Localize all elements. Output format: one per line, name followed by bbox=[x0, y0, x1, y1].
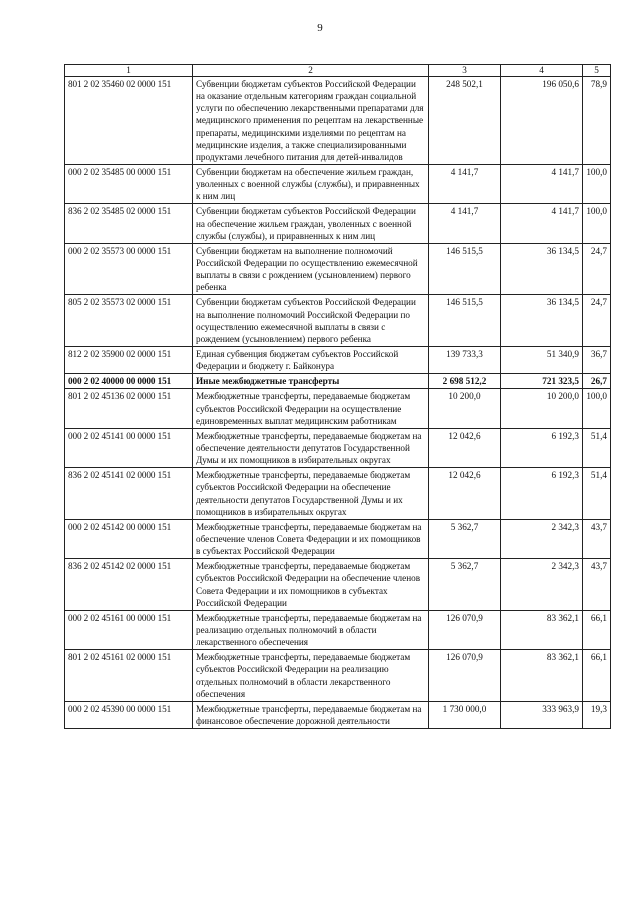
table-row bbox=[65, 374, 611, 389]
percent-cell: 24,7 bbox=[583, 295, 611, 347]
name-cell: Единая субвенция бюджетам субъектов Российской Федерации и бюджету г. Байконура bbox=[193, 346, 429, 373]
fact-value-cell: 83 362,1 bbox=[501, 610, 583, 649]
fact-value-cell: 6 192,3 bbox=[501, 428, 583, 467]
fact-value-cell: 196 050,6 bbox=[501, 77, 583, 165]
table-row bbox=[65, 346, 611, 373]
name-cell: Межбюджетные трансферты, передаваемые бюджетам на финансовое обеспечение дорожной деятельности bbox=[193, 701, 429, 728]
page-number: 9 bbox=[317, 22, 323, 34]
name-cell: Субвенции бюджетам субъектов Российской Федерации на оказание отдельным категориям граждан социальной услуги по обеспечению лекарственными препаратами для медицинского применения по рецептам на лекарственные препараты, медицинскими изделиями по рецептам на медицинские изделия, а также специализированными продуктами лечебного питания для детей-инвалидов bbox=[193, 77, 429, 165]
table-row bbox=[65, 389, 611, 428]
table-row bbox=[65, 165, 611, 204]
percent-cell: 43,7 bbox=[583, 559, 611, 611]
name-cell: Иные межбюджетные трансферты bbox=[193, 374, 429, 389]
table-row bbox=[65, 559, 611, 611]
fact-value-cell: 10 200,0 bbox=[501, 389, 583, 428]
header-col-4: 4 bbox=[501, 65, 583, 77]
plan-value-cell: 2 698 512,2 bbox=[429, 374, 501, 389]
fact-value-cell: 51 340,9 bbox=[501, 346, 583, 373]
code-cell: 836 2 02 45141 02 0000 151 bbox=[65, 468, 193, 520]
header-col-1: 1 bbox=[65, 65, 193, 77]
name-cell: Межбюджетные трансферты, передаваемые бюджетам субъектов Российской Федерации на осуществление единовременных выплат медицинским работникам bbox=[193, 389, 429, 428]
table-row bbox=[65, 243, 611, 295]
code-cell: 000 2 02 35485 00 0000 151 bbox=[65, 165, 193, 204]
table-row bbox=[65, 701, 611, 728]
code-cell: 000 2 02 35573 00 0000 151 bbox=[65, 243, 193, 295]
percent-cell: 66,1 bbox=[583, 650, 611, 702]
table-row bbox=[65, 428, 611, 467]
percent-cell: 24,7 bbox=[583, 243, 611, 295]
header-col-3: 3 bbox=[429, 65, 501, 77]
plan-value-cell: 248 502,1 bbox=[429, 77, 501, 165]
fact-value-cell: 4 141,7 bbox=[501, 165, 583, 204]
plan-value-cell: 4 141,7 bbox=[429, 165, 501, 204]
table-row bbox=[65, 519, 611, 558]
percent-cell: 51,4 bbox=[583, 428, 611, 467]
table-row bbox=[65, 77, 611, 165]
name-cell: Межбюджетные трансферты, передаваемые бюджетам субъектов Российской Федерации на обеспечение деятельности депутатов Государственной Думы и их помощников в избирательных округах bbox=[193, 468, 429, 520]
percent-cell: 19,3 bbox=[583, 701, 611, 728]
fact-value-cell: 4 141,7 bbox=[501, 204, 583, 243]
plan-value-cell: 139 733,3 bbox=[429, 346, 501, 373]
percent-cell: 78,9 bbox=[583, 77, 611, 165]
percent-cell: 51,4 bbox=[583, 468, 611, 520]
percent-cell: 66,1 bbox=[583, 610, 611, 649]
plan-value-cell: 5 362,7 bbox=[429, 559, 501, 611]
fact-value-cell: 83 362,1 bbox=[501, 650, 583, 702]
table-body bbox=[65, 77, 611, 729]
table-row bbox=[65, 610, 611, 649]
header-col-5: 5 bbox=[583, 65, 611, 77]
percent-cell: 100,0 bbox=[583, 204, 611, 243]
name-cell: Субвенции бюджетам субъектов Российской Федерации на обеспечение жильем граждан, уволенных с военной службы (службы), и приравненных к ним лиц bbox=[193, 204, 429, 243]
plan-value-cell: 12 042,6 bbox=[429, 428, 501, 467]
code-cell: 836 2 02 45142 02 0000 151 bbox=[65, 559, 193, 611]
budget-table bbox=[64, 64, 611, 729]
fact-value-cell: 721 323,5 bbox=[501, 374, 583, 389]
code-cell: 000 2 02 45141 00 0000 151 bbox=[65, 428, 193, 467]
fact-value-cell: 333 963,9 bbox=[501, 701, 583, 728]
table-row bbox=[65, 204, 611, 243]
code-cell: 812 2 02 35900 02 0000 151 bbox=[65, 346, 193, 373]
code-cell: 801 2 02 45136 02 0000 151 bbox=[65, 389, 193, 428]
code-cell: 000 2 02 45390 00 0000 151 bbox=[65, 701, 193, 728]
plan-value-cell: 146 515,5 bbox=[429, 295, 501, 347]
header-col-2: 2 bbox=[193, 65, 429, 77]
name-cell: Межбюджетные трансферты, передаваемые бюджетам на обеспечение деятельности депутатов Государственной Думы и их помощников в избирательных округах bbox=[193, 428, 429, 467]
fact-value-cell: 36 134,5 bbox=[501, 295, 583, 347]
plan-value-cell: 1 730 000,0 bbox=[429, 701, 501, 728]
code-cell: 805 2 02 35573 02 0000 151 bbox=[65, 295, 193, 347]
name-cell: Субвенции бюджетам субъектов Российской Федерации на выполнение полномочий Российской Федерации по осуществлению ежемесячной выплаты в связи с рождением (усыновлением) первого ребенка bbox=[193, 295, 429, 347]
name-cell: Межбюджетные трансферты, передаваемые бюджетам субъектов Российской Федерации на обеспечение членов Совета Федерации и их помощников в субъектах Российской Федерации bbox=[193, 559, 429, 611]
percent-cell: 26,7 bbox=[583, 374, 611, 389]
table-row bbox=[65, 650, 611, 702]
header-row bbox=[65, 65, 611, 77]
plan-value-cell: 5 362,7 bbox=[429, 519, 501, 558]
code-cell: 801 2 02 35460 02 0000 151 bbox=[65, 77, 193, 165]
name-cell: Межбюджетные трансферты, передаваемые бюджетам субъектов Российской Федерации на реализацию отдельных полномочий в области лекарственного обеспечения bbox=[193, 650, 429, 702]
percent-cell: 100,0 bbox=[583, 389, 611, 428]
plan-value-cell: 126 070,9 bbox=[429, 610, 501, 649]
code-cell: 000 2 02 45161 00 0000 151 bbox=[65, 610, 193, 649]
plan-value-cell: 126 070,9 bbox=[429, 650, 501, 702]
fact-value-cell: 2 342,3 bbox=[501, 519, 583, 558]
fact-value-cell: 6 192,3 bbox=[501, 468, 583, 520]
plan-value-cell: 10 200,0 bbox=[429, 389, 501, 428]
fact-value-cell: 2 342,3 bbox=[501, 559, 583, 611]
fact-value-cell: 36 134,5 bbox=[501, 243, 583, 295]
plan-value-cell: 12 042,6 bbox=[429, 468, 501, 520]
code-cell: 000 2 02 40000 00 0000 151 bbox=[65, 374, 193, 389]
plan-value-cell: 146 515,5 bbox=[429, 243, 501, 295]
name-cell: Субвенции бюджетам на обеспечение жильем граждан, уволенных с военной службы (службы), и приравненных к ним лиц bbox=[193, 165, 429, 204]
percent-cell: 36,7 bbox=[583, 346, 611, 373]
percent-cell: 43,7 bbox=[583, 519, 611, 558]
table-row bbox=[65, 295, 611, 347]
plan-value-cell: 4 141,7 bbox=[429, 204, 501, 243]
name-cell: Межбюджетные трансферты, передаваемые бюджетам на реализацию отдельных полномочий в области лекарственного обеспечения bbox=[193, 610, 429, 649]
name-cell: Межбюджетные трансферты, передаваемые бюджетам на обеспечение членов Совета Федерации и их помощников в субъектах Российской Федерации bbox=[193, 519, 429, 558]
table-row bbox=[65, 468, 611, 520]
percent-cell: 100,0 bbox=[583, 165, 611, 204]
code-cell: 801 2 02 45161 02 0000 151 bbox=[65, 650, 193, 702]
code-cell: 836 2 02 35485 02 0000 151 bbox=[65, 204, 193, 243]
name-cell: Субвенции бюджетам на выполнение полномочий Российской Федерации по осуществлению ежемесячной выплаты в связи с рождением (усыновлением) первого ребенка bbox=[193, 243, 429, 295]
code-cell: 000 2 02 45142 00 0000 151 bbox=[65, 519, 193, 558]
